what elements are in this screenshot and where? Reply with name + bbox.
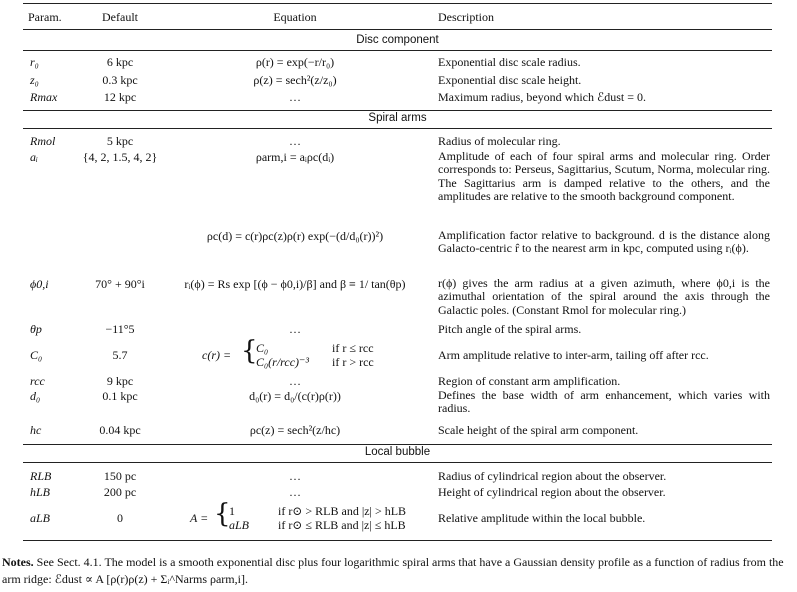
- param-phi0: ϕ0,i: [30, 277, 49, 291]
- equation-d0: d₀(r) = d₀/(c(r)ρ(r)): [249, 389, 341, 403]
- equation-alb-case1: 1: [229, 504, 235, 518]
- default-z0: 0.3 kpc: [102, 73, 138, 87]
- equation-c0-lhs: c(r) =: [202, 348, 232, 362]
- description-rcc: Region of constant arm amplification.: [438, 374, 621, 388]
- equation-ai: ρarm,i = aᵢρc(dᵢ): [255, 150, 335, 164]
- notes-text: See Sect. 4.1. The model is a smooth exponential disc plus four logarithmic spiral arms that have a Gaussian density profile as a function of radius from the arm ridge: ℰdust ∝ A [ρ(r)ρ(z) + Σᵢ^Narms ρarm,i].: [2, 555, 784, 586]
- description-rlb: Radius of cylindrical region about the observer.: [438, 469, 667, 483]
- param-ai: aᵢ: [30, 150, 38, 164]
- description-ai: Amplitude of each of four spiral arms and molecular ring. Order corresponds to: Perseus, Sagittarius, Scutum, Norma, molecular ring. The Sagittarius arm is damped relative to the others, and the amplitudes are relative to the smooth background component.: [438, 149, 770, 204]
- default-phi0: 70° + 90°i: [95, 277, 145, 291]
- default-rlb: 150 pc: [103, 469, 137, 483]
- notes-label: Notes.: [2, 555, 34, 569]
- param-hlb: hLB: [30, 485, 51, 499]
- description-phi0: r(ϕ) gives the arm radius at a given azimuth, where ϕ0,i is the azimuthal orientation of the spiral around the axis through the Galactic poles. (Constant Rmol for molecular ring.): [438, 276, 770, 317]
- param-d0: d₀: [30, 389, 41, 403]
- default-r0: 6 kpc: [106, 55, 134, 69]
- section-disc-title: Disc component: [356, 34, 439, 46]
- default-ai: {4, 2, 1.5, 4, 2}: [82, 150, 158, 164]
- table-notes: [2, 554, 797, 588]
- description-r0: Exponential disc scale radius.: [438, 55, 581, 69]
- param-c0: C₀: [30, 348, 43, 362]
- equation-rlb: …: [289, 469, 301, 483]
- default-alb: 0: [117, 511, 123, 525]
- default-rmol: 5 kpc: [106, 134, 134, 148]
- description-hc: Scale height of the spiral arm component.: [438, 423, 639, 437]
- description-hlb: Height of cylindrical region about the observer.: [438, 485, 666, 499]
- default-rcc: 9 kpc: [106, 374, 134, 388]
- equation-alb-case2: aLB: [229, 518, 250, 532]
- description-rmol: Radius of molecular ring.: [438, 134, 561, 148]
- default-d0: 0.1 kpc: [102, 389, 138, 403]
- default-rmax: 12 kpc: [103, 90, 137, 104]
- equation-alb-lhs: A =: [190, 511, 209, 525]
- param-rcc: rcc: [30, 374, 45, 388]
- description-rmax: Maximum radius, beyond which ℰdust = 0.: [438, 90, 647, 104]
- default-thetap: −11°5: [105, 322, 135, 336]
- equation-rmol: …: [289, 134, 301, 148]
- bubble-section-rule: [23, 462, 772, 463]
- param-hc: hc: [30, 423, 42, 437]
- param-rmol: Rmol: [30, 134, 56, 148]
- equation-thetap: …: [289, 322, 301, 336]
- equation-c0-brace: {: [241, 336, 258, 366]
- equation-phi0: rᵢ(ϕ) = Rs exp [(ϕ − ϕ0,i)/β] and β ≡ 1/ tan(θp): [184, 277, 406, 291]
- equation-rhoc: ρc(d) = c(r)ρc(z)ρ(r) exp(−(d/d₀(r))²): [206, 229, 384, 243]
- default-c0: 5.7: [112, 348, 128, 362]
- equation-hc: ρc(z) = sech²(z/hc): [249, 423, 341, 437]
- spiral-section-rule: [23, 128, 772, 129]
- equation-z0: ρ(z) = sech²(z/z₀): [253, 73, 337, 87]
- top-rule: [23, 3, 772, 4]
- header-default: Default: [102, 10, 138, 24]
- equation-r0: ρ(r) = exp(−r/r₀): [255, 55, 335, 69]
- description-c0: Arm amplitude relative to inter-arm, tailing off after rcc.: [438, 348, 709, 362]
- description-thetap: Pitch angle of the spiral arms.: [438, 322, 582, 336]
- equation-c0-case1: C₀: [256, 341, 269, 355]
- header-equation: Equation: [273, 10, 317, 24]
- equation-c0-cond2: if r > rcc: [332, 355, 374, 369]
- header-param: Param.: [28, 10, 62, 24]
- bubble-section-top-rule: [23, 444, 772, 445]
- param-rlb: RLB: [30, 469, 52, 483]
- equation-alb-cond1: if r⊙ > RLB and |z| > hLB: [278, 504, 407, 518]
- param-alb: aLB: [30, 511, 51, 525]
- description-d0: Defines the base width of arm enhancement, which varies with radius.: [438, 388, 770, 416]
- equation-rcc: …: [289, 374, 301, 388]
- section-bubble-title: Local bubble: [364, 446, 431, 458]
- param-r0: r₀: [30, 55, 39, 69]
- equation-alb-cond2: if r⊙ ≤ RLB and |z| ≤ hLB: [278, 518, 406, 532]
- equation-c0-case2: C₀(r/rcc)⁻³: [256, 355, 309, 369]
- description-z0: Exponential disc scale height.: [438, 73, 582, 87]
- param-z0: z₀: [30, 73, 39, 87]
- equation-c0-cond1: if r ≤ rcc: [332, 341, 374, 355]
- header-rule: [23, 29, 772, 30]
- disc-section-rule: [23, 50, 772, 51]
- description-alb: Relative amplitude within the local bubble.: [438, 511, 646, 525]
- equation-hlb: …: [289, 485, 301, 499]
- equation-alb-brace: {: [214, 499, 231, 529]
- default-hlb: 200 pc: [103, 485, 137, 499]
- bottom-rule: [23, 540, 772, 541]
- default-hc: 0.04 kpc: [99, 423, 141, 437]
- param-rmax: Rmax: [30, 90, 58, 104]
- section-spiral-title: Spiral arms: [368, 112, 427, 124]
- description-rhoc: Amplification factor relative to background. d is the distance along Galacto-centric r̂ to the nearest arm in kpc, computed using rᵢ(ϕ).: [438, 228, 770, 256]
- spiral-section-top-rule: [23, 110, 772, 111]
- equation-rmax: …: [289, 90, 301, 104]
- param-thetap: θp: [30, 322, 42, 336]
- header-description: Description: [438, 10, 494, 24]
